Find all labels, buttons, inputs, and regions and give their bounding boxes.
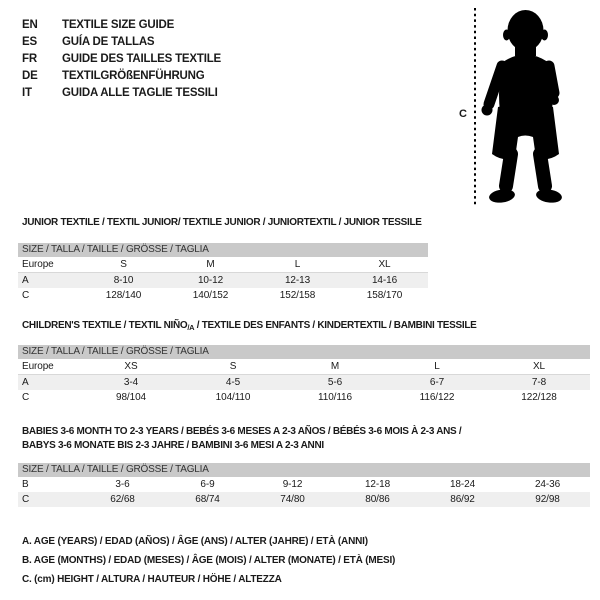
- junior-size-table: [18, 243, 428, 303]
- size-row: [18, 359, 590, 375]
- guide-title-en: TEXTILE SIZE GUIDE: [62, 18, 175, 31]
- size-value: 10-12: [197, 275, 224, 286]
- size-value: 3-4: [123, 377, 139, 388]
- size-value: 24-36: [534, 479, 561, 490]
- row-label: C: [22, 290, 30, 301]
- size-value: 3-6: [115, 479, 130, 490]
- language-row-de: [22, 67, 221, 84]
- size-value: 140/152: [192, 290, 229, 301]
- size-value: XL: [488, 359, 590, 375]
- title-subscript: /A: [187, 323, 195, 332]
- junior-section-title: [22, 217, 422, 229]
- size-value: 116/122: [419, 392, 455, 403]
- size-value: 74/80: [280, 494, 305, 505]
- language-code: ES: [22, 35, 37, 48]
- size-row: [18, 390, 590, 405]
- size-value: 158/170: [366, 290, 403, 301]
- size-value: 14-16: [371, 275, 398, 286]
- size-value: 7-8: [531, 377, 547, 388]
- size-row: [18, 288, 428, 303]
- language-row-fr: [22, 50, 221, 67]
- size-value: 12-13: [284, 275, 311, 286]
- size-value: 68/74: [195, 494, 220, 505]
- language-code: IT: [22, 86, 32, 99]
- children-section-title: [22, 320, 477, 332]
- row-label: C: [22, 392, 30, 403]
- size-table: [18, 257, 428, 303]
- size-value: M: [167, 257, 254, 273]
- title-text: JUNIOR TEXTILE / TEXTIL JUNIOR/ TEXTILE JUNIOR / JUNIORTEXTIL / JUNIOR TESSILE: [22, 217, 422, 228]
- size-header-bar: SIZE / TALLA / TAILLE / GRÖSSE / TAGLIA: [18, 463, 590, 477]
- size-value: 104/110: [215, 392, 251, 403]
- row-label: Europe: [18, 257, 80, 273]
- language-row-it: [22, 84, 221, 101]
- size-value: L: [254, 257, 341, 273]
- guide-title-de: TEXTILGRÖßENFÜHRUNG: [62, 69, 205, 82]
- size-value: 86/92: [450, 494, 475, 505]
- title-text: CHILDREN'S TEXTILE / TEXTIL NIÑO: [22, 320, 188, 331]
- guide-title-fr: GUIDE DES TAILLES TEXTILE: [62, 52, 221, 65]
- legend-note-a: A. AGE (YEARS) / EDAD (AÑOS) / ÂGE (ANS) / ALTER (JAHRE) / ETÀ (ANNI): [22, 536, 368, 547]
- size-value: 152/158: [279, 290, 316, 301]
- children-size-table: [18, 345, 590, 405]
- language-code: DE: [22, 69, 38, 82]
- size-row: [18, 257, 428, 273]
- size-value: M: [284, 359, 386, 375]
- size-table: [18, 359, 590, 405]
- legend-note-b: B. AGE (MONTHS) / EDAD (MESES) / ÂGE (MOIS) / ALTER (MONATE) / ETÀ (MESI): [22, 555, 396, 566]
- language-title-list: [22, 16, 221, 101]
- size-value: 18-24: [449, 479, 476, 490]
- size-header-bar: SIZE / TALLA / TAILLE / GRÖSSE / TAGLIA: [18, 345, 590, 359]
- row-label: A: [22, 377, 29, 388]
- size-row: [18, 492, 590, 507]
- language-code: FR: [22, 52, 37, 65]
- size-value: 6-7: [429, 377, 445, 388]
- size-row: [18, 477, 590, 492]
- size-value: 110/116: [318, 392, 352, 403]
- title-text: BABIES 3-6 MONTH TO 2-3 YEARS / BEBÉS 3-6 MESES A 2-3 AÑOS / BÉBÉS 3-6 MOIS À 2-3 ANS /: [22, 426, 462, 437]
- size-value: 92/98: [535, 494, 560, 505]
- size-value: 5-6: [327, 377, 343, 388]
- size-value: XL: [341, 257, 428, 273]
- language-row-es: [22, 33, 221, 50]
- size-value: 62/68: [110, 494, 135, 505]
- guide-title-it: GUIDA ALLE TAGLIE TESSILI: [62, 86, 218, 99]
- size-value: 4-5: [225, 377, 241, 388]
- guide-title-es: GUÍA DE TALLAS: [62, 35, 155, 48]
- language-row-en: [22, 16, 221, 33]
- title-text: / TEXTILE DES ENFANTS / KINDERTEXTIL / BAMBINI TESSILE: [194, 320, 477, 331]
- height-measure-label: C: [459, 108, 467, 120]
- size-value: 80/86: [365, 494, 390, 505]
- row-label: A: [22, 275, 29, 286]
- title-text: BABYS 3-6 MONATE BIS 2-3 JAHRE / BAMBINI 3-6 MESI A 2-3 ANNI: [22, 440, 324, 451]
- size-value: XS: [80, 359, 182, 375]
- size-value: 98/104: [116, 392, 146, 403]
- size-value: L: [386, 359, 488, 375]
- size-value: 12-18: [364, 479, 391, 490]
- size-table: [18, 477, 590, 507]
- size-header-bar: SIZE / TALLA / TAILLE / GRÖSSE / TAGLIA: [18, 243, 428, 257]
- size-value: S: [80, 257, 167, 273]
- size-row: [18, 375, 590, 391]
- size-value: 6-9: [200, 479, 215, 490]
- size-value: 9-12: [282, 479, 303, 490]
- legend-note-c: C. (cm) HEIGHT / ALTURA / HAUTEUR / HÖHE / ALTEZZA: [22, 574, 282, 585]
- baby-toddler-silhouette-icon: [458, 6, 573, 208]
- size-row: [18, 273, 428, 289]
- size-value: 122/128: [521, 392, 557, 403]
- row-label: Europe: [18, 359, 80, 375]
- size-value: 128/140: [105, 290, 142, 301]
- babies-size-table: [18, 463, 590, 507]
- size-value: 8-10: [113, 275, 134, 286]
- row-label: B: [22, 479, 29, 490]
- babies-section-title-line2: [22, 440, 324, 452]
- language-code: EN: [22, 18, 38, 31]
- row-label: C: [22, 494, 30, 505]
- babies-section-title-line1: [22, 426, 461, 438]
- size-value: S: [182, 359, 284, 375]
